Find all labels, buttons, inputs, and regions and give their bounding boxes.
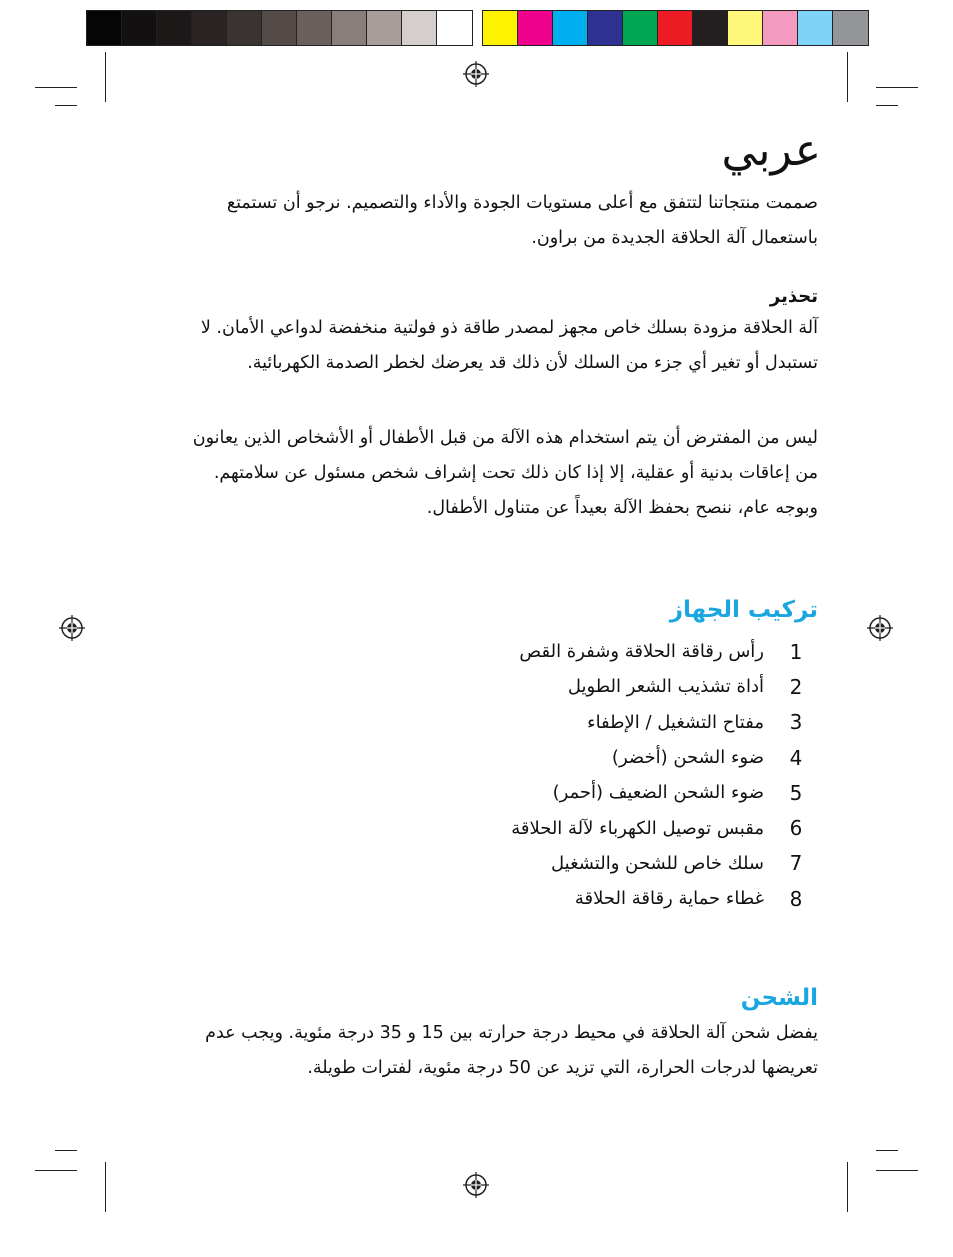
color-swatch	[833, 11, 868, 45]
crop-mark	[876, 87, 918, 88]
item-label: مقبس توصيل الكهرباء لآلة الحلاقة	[511, 817, 764, 839]
intro-line: صممت منتجاتنا لتتفق مع أعلى مستويات الجودة والأداء والتصميم. نرجو أن تستمتع	[226, 193, 818, 213]
crop-mark	[847, 1162, 848, 1212]
components-heading: تركيب الجهاز	[669, 597, 818, 623]
page-title: عربي	[721, 125, 821, 176]
list-item	[128, 740, 818, 775]
item-number: 6	[789, 816, 803, 841]
item-label: أداة تشذيب الشعر الطويل	[567, 676, 764, 698]
crop-mark	[35, 1170, 77, 1171]
color-swatch	[402, 11, 437, 45]
warning-line: آلة الحلاقة مزودة بسلك خاص مجهز لمصدر طاقة ذو فولتية منخفضة لدواعي الأمان. لا	[200, 318, 818, 338]
components-section	[128, 594, 818, 916]
crop-mark	[876, 105, 898, 106]
color-swatch	[332, 11, 367, 45]
charging-heading: الشحن	[740, 985, 818, 1011]
item-number: 4	[789, 745, 803, 770]
list-item	[128, 634, 818, 669]
color-swatch	[157, 11, 192, 45]
color-swatch	[262, 11, 297, 45]
intro-line: باستعمال آلة الحلاقة الجديدة من براون.	[531, 228, 818, 248]
color-swatch	[693, 11, 728, 45]
color-swatch	[658, 11, 693, 45]
color-swatch	[623, 11, 658, 45]
grayscale-color-bar	[86, 10, 473, 46]
crop-mark	[55, 1150, 77, 1151]
color-swatch	[367, 11, 402, 45]
color-swatch	[518, 11, 553, 45]
color-swatch	[192, 11, 227, 45]
registration-mark-icon	[59, 615, 85, 641]
process-color-bar	[482, 10, 869, 46]
children-warning-line: وبوجه عام، ننصح بحفظ الآلة بعيداً عن متناول الأطفال.	[426, 498, 818, 518]
warning-line: تستبدل أو تغير أي جزء من السلك لأن ذلك قد يعرضك لخطر الصدمة الكهربائية.	[247, 353, 818, 373]
registration-mark-icon	[867, 615, 893, 641]
crop-mark	[105, 1162, 106, 1212]
color-swatch	[122, 11, 157, 45]
item-label: مفتاح التشغيل / الإطفاء	[587, 711, 764, 733]
crop-mark	[35, 87, 77, 88]
crop-mark	[876, 1150, 898, 1151]
item-label: ضوء الشحن الضعيف (أحمر)	[552, 782, 764, 804]
list-item	[128, 846, 818, 881]
item-number: 2	[789, 674, 803, 699]
item-label: رأس رقاقة الحلاقة وشفرة القص	[519, 641, 764, 663]
list-item	[128, 705, 818, 740]
crop-mark	[876, 1170, 918, 1171]
item-label: سلك خاص للشحن والتشغيل	[551, 852, 764, 874]
crop-mark	[105, 52, 106, 102]
color-swatch	[437, 11, 472, 45]
item-number: 8	[789, 886, 803, 911]
charging-line: تعريضها لدرجات الحرارة، التي تزيد عن 50 درجة مئوية، لفترات طويلة.	[307, 1058, 818, 1078]
list-item	[128, 775, 818, 810]
color-swatch	[588, 11, 623, 45]
color-swatch	[798, 11, 833, 45]
list-item	[128, 810, 818, 845]
list-item	[128, 881, 818, 916]
color-swatch	[297, 11, 332, 45]
components-list	[128, 634, 818, 916]
warning-section	[128, 283, 818, 381]
color-swatch	[483, 11, 518, 45]
charging-line: يفضل شحن آلة الحلاقة في محيط درجة حرارته بين 15 و 35 درجة مئوية. ويجب عدم	[205, 1023, 818, 1043]
item-number: 3	[789, 710, 803, 735]
registration-mark-icon	[463, 1172, 489, 1198]
crop-mark	[847, 52, 848, 102]
item-label: غطاء حماية رقاقة الحلاقة	[574, 888, 764, 910]
warning-heading: تحذير	[769, 286, 818, 307]
crop-mark	[55, 105, 77, 106]
registration-mark-icon	[463, 61, 489, 87]
color-swatch	[728, 11, 763, 45]
list-item	[128, 669, 818, 704]
item-number: 7	[789, 851, 803, 876]
color-swatch	[553, 11, 588, 45]
item-label: ضوء الشحن (أخضر)	[611, 747, 764, 769]
item-number: 5	[789, 780, 803, 805]
color-swatch	[87, 11, 122, 45]
color-swatch	[763, 11, 798, 45]
children-warning-line: ليس من المفترض أن يتم استخدام هذه الآلة من قبل الأطفال أو الأشخاص الذين يعانون	[192, 428, 818, 448]
color-swatch	[227, 11, 262, 45]
children-warning-section	[128, 421, 818, 526]
children-warning-line: من إعاقات بدنية أو عقلية، إلا إذا كان ذلك تحت إشراف شخص مسئول عن سلامتهم.	[213, 463, 818, 483]
item-number: 1	[789, 639, 803, 664]
charging-section	[128, 982, 818, 1086]
intro-section	[128, 186, 818, 256]
